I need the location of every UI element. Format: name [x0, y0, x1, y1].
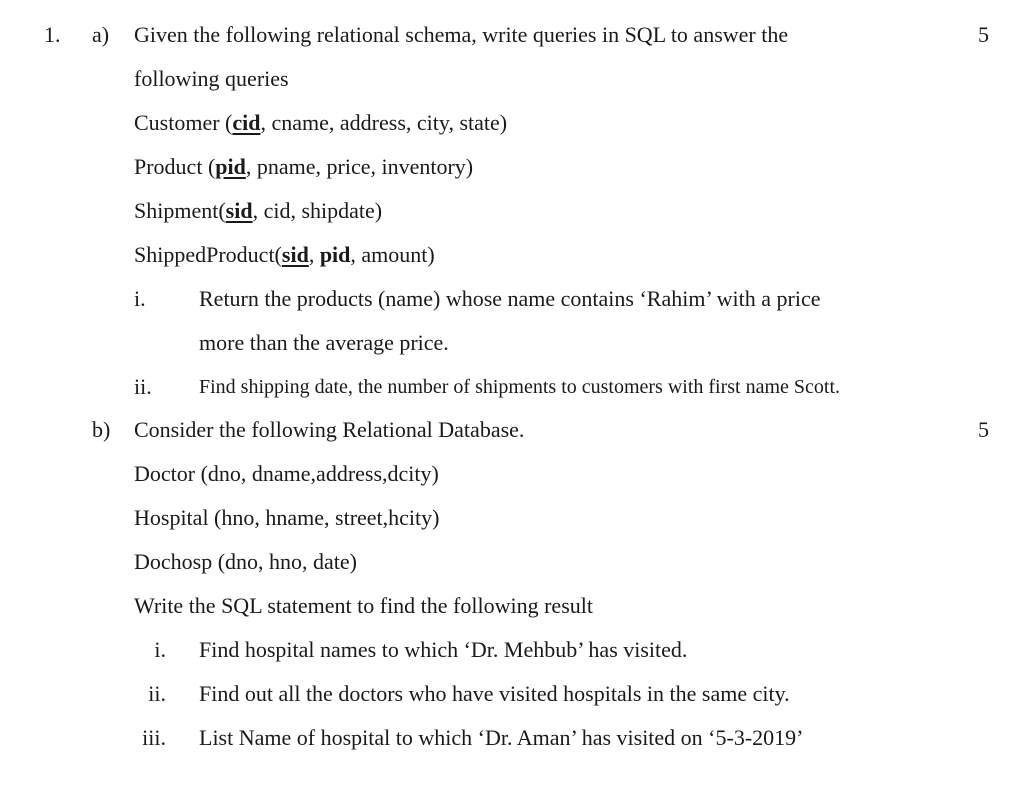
part-a-label: a) — [92, 22, 110, 47]
part-b-item-text: Find hospital names to which ‘Dr. Mehbub’ has visited. — [199, 637, 688, 662]
part-b-intro: Consider the following Relational Database. — [134, 417, 525, 442]
part-a-intro: Given the following relational schema, write queries in SQL to answer the — [134, 22, 789, 47]
part-a-marks: 5 — [978, 22, 989, 47]
part-b-item-label: ii. — [148, 681, 166, 706]
part-a-item-label: i. — [134, 286, 146, 311]
primary-key: sid — [225, 198, 253, 223]
schema-product: Product (pid, pname, price, inventory) — [134, 154, 474, 179]
part-a-intro-cont: following queries — [134, 66, 289, 91]
schema-customer: Customer (cid, cname, address, city, state) — [134, 110, 508, 135]
schema-hospital: Hospital (hno, hname, street,hcity) — [134, 505, 440, 530]
part-a-item-label: ii. — [134, 374, 152, 399]
part-b-item-text: List Name of hospital to which ‘Dr. Aman’ has visited on ‘5-3-2019’ — [199, 725, 804, 750]
part-b-item-label: i. — [154, 637, 166, 662]
schema-doctor: Doctor (dno, dname,address,dcity) — [134, 461, 439, 486]
part-b-instruction: Write the SQL statement to find the following result — [134, 593, 593, 618]
question-number: 1. — [44, 22, 61, 47]
part-b-label: b) — [92, 417, 111, 442]
schema-dochosp: Dochosp (dno, hno, date) — [134, 549, 358, 574]
part-b-item-text: Find out all the doctors who have visited hospitals in the same city. — [199, 681, 790, 706]
part-a-item-text-cont: more than the average price. — [199, 330, 449, 355]
part-a-item-text: Find shipping date, the number of shipments to customers with first name Scott. — [199, 376, 841, 398]
primary-key: cid — [232, 110, 261, 135]
part-b-marks: 5 — [978, 417, 989, 442]
schema-shipment: Shipment(sid, cid, shipdate) — [134, 198, 383, 223]
schema-shipped-product: ShippedProduct(sid, pid, amount) — [134, 242, 435, 267]
key-attribute: pid — [319, 242, 351, 267]
primary-key: pid — [215, 154, 246, 179]
part-b-item-label: iii. — [142, 725, 166, 750]
part-a-item-text: Return the products (name) whose name contains ‘Rahim’ with a price — [199, 286, 821, 311]
primary-key: sid — [281, 242, 309, 267]
